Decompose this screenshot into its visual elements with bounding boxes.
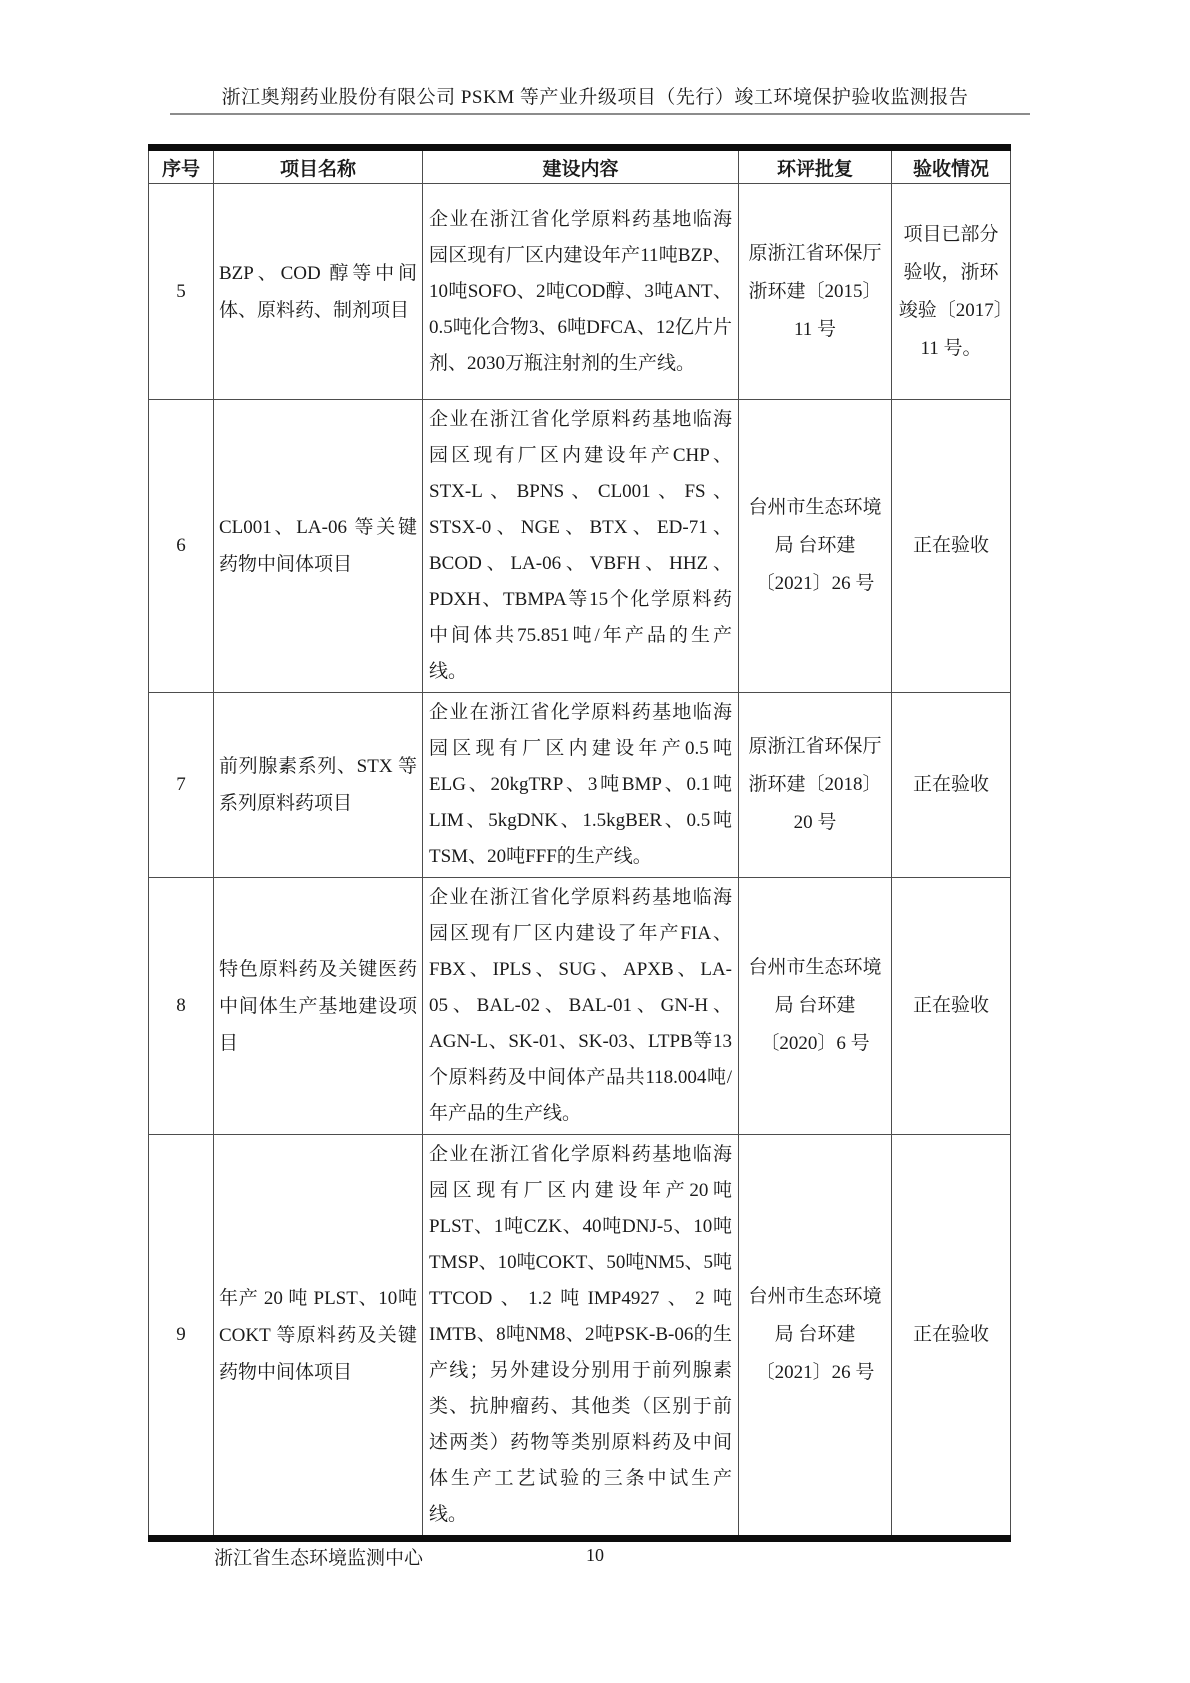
table-row-7	[149, 693, 1011, 878]
cell-acceptance-status: 正在验收	[892, 400, 1011, 693]
col-header-eia-approval: 环评批复	[739, 148, 892, 184]
cell-index: 7	[149, 693, 214, 878]
table-header-row	[149, 148, 1011, 184]
cell-project-name: BZP、COD 醇等中间体、原料药、制剂项目	[214, 184, 423, 400]
table-row-5	[149, 184, 1011, 400]
cell-acceptance-status: 正在验收	[892, 693, 1011, 878]
cell-project-name: 前列腺素系列、STX 等系列原料药项目	[214, 693, 423, 878]
col-header-construction: 建设内容	[423, 148, 739, 184]
cell-project-name: 特色原料药及关键医药中间体生产基地建设项目	[214, 878, 423, 1135]
col-header-project-name: 项目名称	[214, 148, 423, 184]
col-header-index: 序号	[149, 148, 214, 184]
projects-table	[148, 144, 1011, 1542]
cell-eia-approval: 台州市生态环境局 台环建〔2020〕6 号	[739, 878, 892, 1135]
cell-acceptance-status: 项目已部分验收，浙环竣验〔2017〕11 号。	[892, 184, 1011, 400]
footer-page-number: 10	[586, 1545, 604, 1565]
cell-index: 6	[149, 400, 214, 693]
cell-construction: 企业在浙江省化学原料药基地临海园区现有厂区内建设了年产FIA、FBX、IPLS、SUG、APXB、LA-05、BAL-02、BAL-01、GN-H、AGN-L、SK-01、SK-03、LTPB等13个原料药及中间体产品共118.004吨/年产品的生产线。	[423, 878, 739, 1135]
cell-construction: 企业在浙江省化学原料药基地临海园区现有厂区内建设年产CHP、STX-L、BPNS、CL001、FS、STSX-0、NGE、BTX、ED-71、BCOD、LA-06、VBFH、HHZ、PDXH、TBMPA等15个化学原料药中间体共75.851吨/年产品的生产线。	[423, 400, 739, 693]
cell-acceptance-status: 正在验收	[892, 1135, 1011, 1539]
cell-index: 8	[149, 878, 214, 1135]
header-divider	[170, 113, 1030, 115]
col-header-acceptance: 验收情况	[892, 148, 1011, 184]
cell-construction: 企业在浙江省化学原料药基地临海园区现有厂区内建设年产20吨PLST、1吨CZK、40吨DNJ-5、10吨TMSP、10吨COKT、50吨NM5、5吨TTCOD、1.2吨IMP4927、2吨IMTB、8吨NM8、2吨PSK-B-06的生产线；另外建设分别用于前列腺素类、抗肿瘤药、其他类（区别于前述两类）药物等类别原料药及中间体生产工艺试验的三条中试生产线。	[423, 1135, 739, 1539]
cell-acceptance-status: 正在验收	[892, 878, 1011, 1135]
cell-eia-approval: 原浙江省环保厅 浙环建〔2018〕20 号	[739, 693, 892, 878]
cell-project-name: CL001、LA-06 等关键药物中间体项目	[214, 400, 423, 693]
cell-eia-approval: 原浙江省环保厅 浙环建〔2015〕11 号	[739, 184, 892, 400]
cell-project-name: 年产 20 吨 PLST、10吨 COKT 等原料药及关键药物中间体项目	[214, 1135, 423, 1539]
cell-construction: 企业在浙江省化学原料药基地临海园区现有厂区内建设年产11吨BZP、10吨SOFO、2吨COD醇、3吨ANT、0.5吨化合物3、6吨DFCA、12亿片片剂、2030万瓶注射剂的生产线。	[423, 184, 739, 400]
cell-eia-approval: 台州市生态环境局 台环建〔2021〕26 号	[739, 400, 892, 693]
footer-organization: 浙江省生态环境监测中心	[214, 1548, 424, 1569]
cell-index: 9	[149, 1135, 214, 1539]
table-row-8	[149, 878, 1011, 1135]
page-title: 浙江奥翔药业股份有限公司 PSKM 等产业升级项目（先行）竣工环境保护验收监测报告	[221, 87, 969, 108]
cell-eia-approval: 台州市生态环境局 台环建〔2021〕26 号	[739, 1135, 892, 1539]
table-row-9	[149, 1135, 1011, 1539]
table-row-6	[149, 400, 1011, 693]
cell-index: 5	[149, 184, 214, 400]
cell-construction: 企业在浙江省化学原料药基地临海园区现有厂区内建设年产0.5吨ELG、20kgTRP、3吨BMP、0.1吨LIM、5kgDNK、1.5kgBER、0.5吨TSM、20吨FFF的生产线。	[423, 693, 739, 878]
